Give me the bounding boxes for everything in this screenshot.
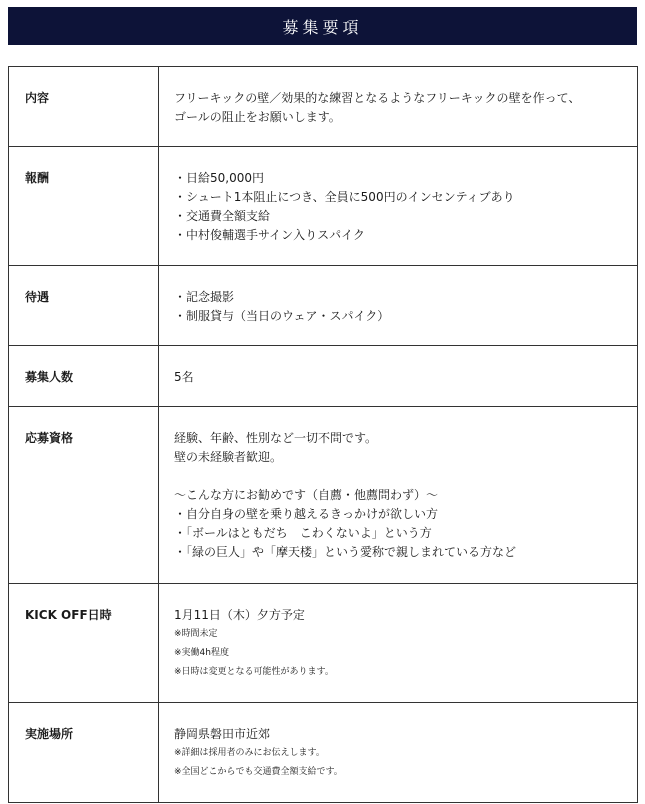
row-kickoff	[9, 584, 638, 703]
row-value-reward	[159, 147, 638, 266]
row-label-benefits: 待遇	[9, 266, 159, 346]
location-note: ※詳細は採用者のみにお伝えします。	[174, 748, 325, 758]
row-label-content: 内容	[9, 67, 159, 147]
qualifications-line: 経験、年齢、性別など一切不問です。	[174, 431, 378, 445]
row-reward	[9, 147, 638, 266]
benefits-line: ・制服貸与（当日のウェア・スパイク）	[174, 309, 390, 323]
row-qualifications	[9, 407, 638, 584]
headcount-line: 5名	[174, 370, 194, 384]
requirements-table	[8, 66, 638, 803]
content-line: フリーキックの壁／効果的な練習となるようなフリーキックの壁を作って、	[174, 91, 581, 105]
row-value-content	[159, 67, 638, 147]
page-title: 募集要項	[282, 17, 363, 37]
row-value-kickoff	[159, 584, 638, 703]
spacer	[174, 467, 627, 486]
reward-line: ・中村俊輔選手サイン入りスパイク	[174, 228, 365, 242]
content-line: ゴールの阻止をお願いします。	[174, 110, 341, 124]
row-value-headcount	[159, 346, 638, 407]
qualifications-line: ・自分自身の壁を乗り越えるきっかけが欲しい方	[174, 507, 439, 521]
kickoff-note: ※時間未定	[174, 629, 218, 639]
location-note: ※全国どこからでも交通費全額支給です。	[174, 767, 343, 777]
qualifications-line: ・「緑の巨人」や「摩天楼」という愛称で親しまれている方など	[174, 545, 517, 559]
reward-line: ・交通費全額支給	[174, 209, 271, 223]
kickoff-note: ※実働4h程度	[174, 648, 229, 658]
reward-line: ・シュート1本阻止につき、全員に500円のインセンティブあり	[174, 190, 515, 204]
row-label-location: 実施場所	[9, 703, 159, 803]
row-label-headcount: 募集人数	[9, 346, 159, 407]
row-label-reward: 報酬	[9, 147, 159, 266]
row-benefits	[9, 266, 638, 346]
row-value-benefits	[159, 266, 638, 346]
benefits-line: ・記念撮影	[174, 290, 235, 304]
qualifications-line: ～こんな方にお勧めです（自薦・他薦問わず）～	[174, 488, 439, 502]
row-value-qualifications	[159, 407, 638, 584]
row-headcount	[9, 346, 638, 407]
qualifications-line: 壁の未経験者歓迎。	[174, 450, 283, 464]
row-value-location	[159, 703, 638, 803]
row-content	[9, 67, 638, 147]
reward-line: ・日給50,000円	[174, 171, 264, 185]
row-location	[9, 703, 638, 803]
row-label-kickoff: KICK OFF日時	[9, 584, 159, 703]
page-title-banner	[8, 7, 637, 45]
row-label-qualifications: 応募資格	[9, 407, 159, 584]
kickoff-line: 1月11日（木）夕方予定	[174, 608, 305, 622]
kickoff-note: ※日時は変更となる可能性があります。	[174, 667, 334, 677]
qualifications-line: ・「ボールはともだち こわくないよ」という方	[174, 526, 432, 540]
location-line: 静岡県磐田市近郊	[174, 727, 271, 741]
